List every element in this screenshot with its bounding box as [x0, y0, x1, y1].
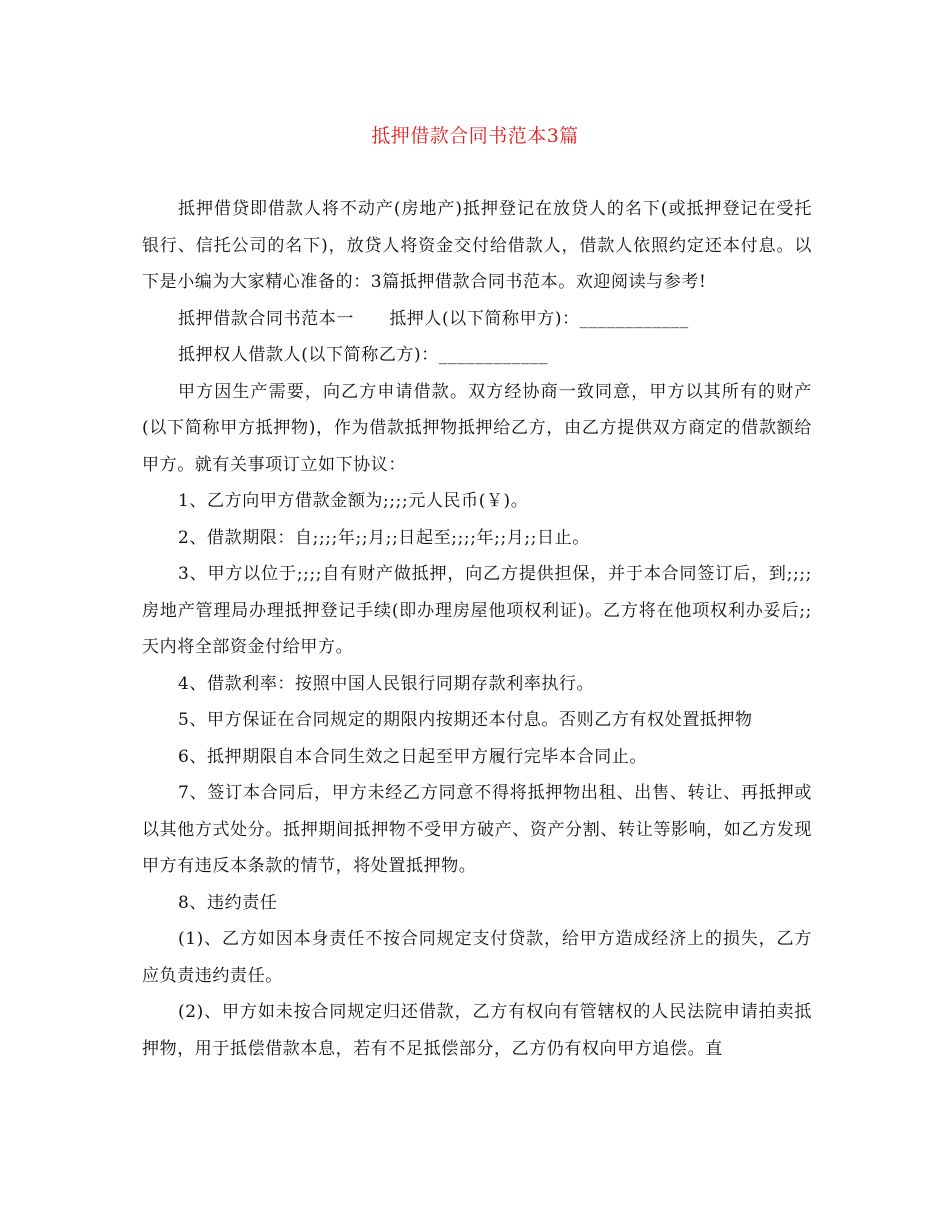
preamble-paragraph: 甲方因生产需要，向乙方申请借款。双方经协商一致同意，甲方以其所有的财产(以下简称甲方抵押物)，作为借款抵押物抵押给乙方，由乙方提供双方商定的借款额给甲方。就有关事项订立如下协议：: [142, 381, 812, 475]
intro-paragraph: 抵押借贷即借款人将不动产(房地产)抵押登记在放贷人的名下(或抵押登记在受托银行、信托公司的名下)，放贷人将资金交付给借款人，借款人依照约定还本付息。以下是小编为大家精心准备的：3篇抵押借款合同书范本。欢迎阅读与参考!: [142, 199, 812, 292]
clause-3: 3、甲方以位于;;;;自有财产做抵押，向乙方提供担保，并于本合同签订后，到;;;;房地产管理局办理抵押登记手续(即办理房屋他项权利证)。乙方将在他项权利办妥后;;天内将全部资金付给甲方。: [142, 564, 812, 657]
clause-8-2: (2)、甲方如未按合同规定归还借款，乙方有权向有管辖权的人民法院申请拍卖抵押物，用于抵偿借款本息，若有不足抵偿部分，乙方仍有权向甲方追偿。直: [142, 1002, 812, 1059]
clause-5: 5、甲方保证在合同规定的期限内按期还本付息。否则乙方有权处置抵押物: [178, 710, 753, 730]
clause-6: 6、抵押期限自本合同生效之日起至甲方履行完毕本合同止。: [178, 746, 648, 767]
mortgagor-line: 抵押借款合同书范本一 抵押人(以下简称甲方)：____________: [178, 308, 689, 329]
clause-1: 1、乙方向甲方借款金额为;;;;元人民币(￥)。: [178, 491, 529, 511]
clause-8-1: (1)、乙方如因本身责任不按合同规定支付贷款，给甲方造成经济上的损失，乙方应负责违约责任。: [142, 929, 812, 986]
document-title: 抵押借款合同书范本3篇: [371, 125, 579, 147]
clause-7: 7、签订本合同后，甲方未经乙方同意不得将抵押物出租、出售、转让、再抵押或以其他方式处分。抵押期间抵押物不受甲方破产、资产分割、转让等影响，如乙方发现甲方有违反本条款的情节，将处置抵押物。: [142, 783, 812, 876]
document-body: [142, 191, 812, 1067]
clause-8-heading: 8、违约责任: [178, 892, 278, 913]
mortgagee-line: 抵押权人借款人(以下简称乙方)：____________: [178, 345, 549, 365]
clause-4: 4、借款利率：按照中国人民银行同期存款利率执行。: [178, 673, 595, 694]
clause-2: 2、借款期限：自;;;;年;;月;;日起至;;;;年;;月;;日止。: [178, 527, 590, 548]
